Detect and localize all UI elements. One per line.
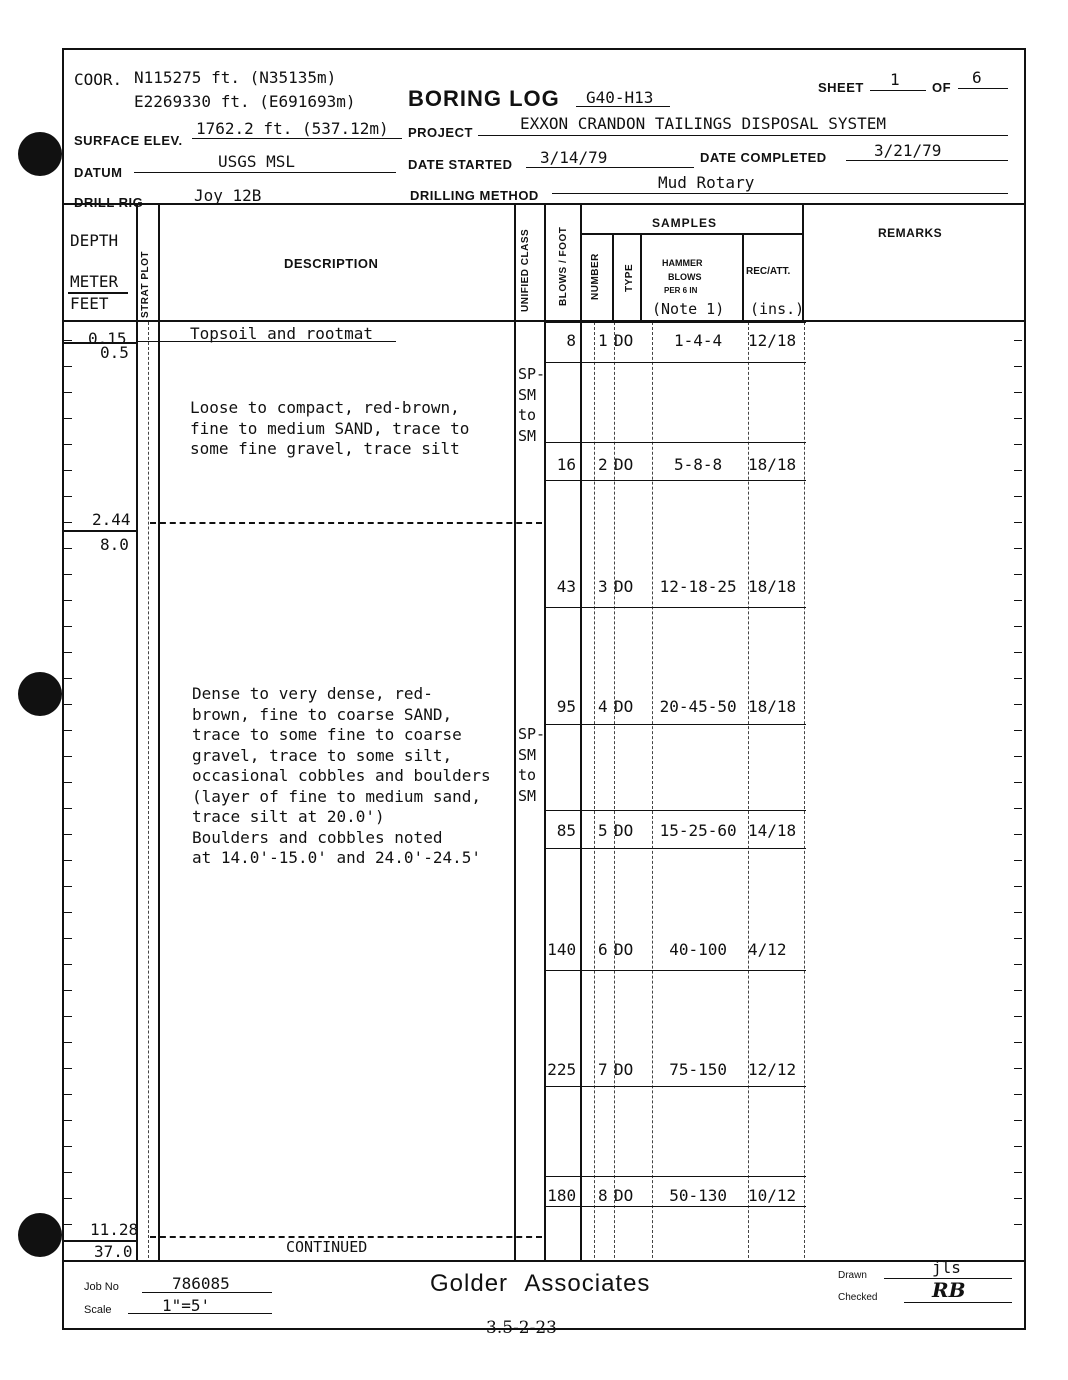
depth-tick-right (1014, 886, 1022, 887)
datum-value: USGS MSL (218, 152, 296, 171)
col-type: TYPE (624, 263, 635, 292)
drill-rig-label: DRILL RIG (74, 195, 144, 210)
depth-mark-line-1 (62, 342, 136, 344)
job-no-label: Job No (84, 1281, 119, 1293)
checked-by-signature: RB (932, 1278, 966, 1302)
depth-tick-left (64, 886, 72, 887)
sample-hammer: 40-100 (669, 940, 727, 959)
depth-tick-right (1014, 860, 1022, 861)
sample-hammer: 20-45-50 (659, 697, 737, 716)
date-started-underline (526, 167, 694, 168)
sample-row-divider (544, 480, 806, 481)
sample-type: DO (614, 577, 634, 596)
depth-tick-left (64, 418, 72, 419)
stratum-1-description: Topsoil and rootmat (190, 324, 374, 343)
company-name: Golder Associates (430, 1270, 651, 1297)
sample-number: 4 (598, 697, 608, 716)
datum-label: DATUM (74, 165, 123, 180)
sample-type: DO (614, 1186, 634, 1205)
col-blows-per-foot: BLOWS / FOOT (558, 226, 569, 306)
col-rec-units: (ins.) (750, 300, 805, 318)
sample-rec: 4/12 (748, 940, 787, 959)
depth-tick-left (64, 366, 72, 367)
sample-type: DO (614, 697, 634, 716)
sample-rec: 12/12 (748, 1060, 797, 1079)
sheet-number-underline (870, 90, 926, 91)
sample-blows: 85 (556, 821, 577, 840)
of-label: OF (932, 80, 952, 95)
date-started: 3/14/79 (540, 148, 608, 167)
depth-tick-left (64, 1120, 72, 1121)
depth-tick-left (64, 834, 72, 835)
job-no-underline (142, 1292, 272, 1293)
depth-tick-right (1014, 418, 1022, 419)
date-completed: 3/21/79 (874, 141, 942, 160)
depth-tick-right (1014, 1094, 1022, 1095)
sample-row-divider (544, 322, 806, 323)
stratum-3-class: SP- SM to SM (518, 725, 546, 805)
sample-type: DO (614, 455, 634, 474)
sheet-number: 1 (890, 70, 900, 89)
depth-tick-right (1014, 1172, 1022, 1173)
depth-meter-1: 0.15 (88, 329, 127, 348)
depth-tick-left (64, 1068, 72, 1069)
col-depth: DEPTH (70, 231, 119, 250)
boring-id: G40-H13 (586, 88, 654, 107)
depth-tick-left (64, 756, 72, 757)
depth-tick-left (64, 808, 72, 809)
depth-tick-left (64, 782, 72, 783)
depth-tick-left (64, 496, 72, 497)
samples-subheader-line (580, 233, 802, 235)
stratum-2-boundary (150, 522, 542, 524)
sample-blows: 16 (556, 455, 577, 474)
sample-blows: 140 (547, 940, 577, 959)
coor-east: E2269330 ft. (E691693m) (134, 92, 356, 111)
depth-tick-left (64, 626, 72, 627)
sample-hammer: 5-8-8 (674, 455, 723, 474)
col-rec-att: REC/ATT. (746, 266, 791, 277)
sample-row-divider (544, 442, 806, 443)
sample-number: 8 (598, 1186, 608, 1205)
depth-mark-line-2 (62, 530, 136, 532)
depth-tick-right (1014, 990, 1022, 991)
depth-tick-left (64, 340, 72, 341)
boring-id-underline (576, 106, 670, 107)
depth-tick-right (1014, 470, 1022, 471)
sample-blows: 225 (547, 1060, 577, 1079)
depth-tick-right (1014, 652, 1022, 653)
depth-tick-right (1014, 834, 1022, 835)
sample-hammer: 75-150 (669, 1060, 727, 1079)
depth-tick-right (1014, 678, 1022, 679)
sample-hammer: 50-130 (669, 1186, 727, 1205)
sample-row-divider (544, 724, 806, 725)
depth-tick-right (1014, 756, 1022, 757)
scale-underline (128, 1313, 272, 1314)
date-completed-label: DATE COMPLETED (700, 150, 827, 165)
scale-label: Scale (84, 1304, 112, 1316)
depth-tick-right (1014, 1120, 1022, 1121)
sample-rec: 14/18 (748, 821, 797, 840)
page-reference: 3.5-2-23 (486, 1318, 557, 1338)
depth-tick-left (64, 1016, 72, 1017)
depth-tick-left (64, 1172, 72, 1173)
sheet-total: 6 (972, 68, 982, 87)
depth-tick-left (64, 1198, 72, 1199)
sample-rec: 18/18 (748, 455, 797, 474)
col-hammer-note: (Note 1) (652, 300, 725, 318)
binder-hole-middle (18, 672, 62, 716)
depth-feet-2: 8.0 (100, 535, 129, 554)
binder-hole-top (18, 132, 62, 176)
sample-blows: 95 (556, 697, 577, 716)
hammer-right-line (742, 234, 744, 320)
sample-row-divider (544, 362, 806, 363)
surface-elev: 1762.2 ft. (537.12m) (196, 119, 389, 138)
sample-number: 7 (598, 1060, 608, 1079)
sample-row-divider (544, 1206, 806, 1207)
drilling-method-underline (552, 193, 1008, 194)
depth-tick-left (64, 522, 72, 523)
date-started-label: DATE STARTED (408, 157, 513, 172)
sample-number: 1 (598, 331, 608, 350)
depth-tick-right (1014, 808, 1022, 809)
stratum-3-description: Dense to very dense, red- brown, fine to coarse SAND, trace to some fine to coarse gravel, trace to some silt, occasional cobbles and boulders (layer of fine to medium sand, trace silt at 20.0') Boulders and cobbles noted at 14.0'-15.0' and 24.0'-24.5' (192, 684, 491, 867)
drilling-method: Mud Rotary (658, 173, 755, 192)
continued-label: CONTINUED (286, 1238, 368, 1256)
strat-column-line (158, 203, 160, 1261)
samples-right-line (802, 203, 804, 321)
depth-tick-left (64, 1146, 72, 1147)
depth-tick-right (1014, 366, 1022, 367)
job-no: 786085 (172, 1274, 230, 1293)
sample-row-divider (544, 810, 806, 811)
sample-hammer: 15-25-60 (659, 821, 737, 840)
depth-tick-left (64, 1094, 72, 1095)
sample-rec: 18/18 (748, 697, 797, 716)
depth-tick-right (1014, 1146, 1022, 1147)
depth-tick-right (1014, 1068, 1022, 1069)
coor-label: COOR. (74, 70, 123, 89)
depth-tick-right (1014, 1224, 1022, 1225)
depth-tick-right (1014, 1198, 1022, 1199)
depth-mark-line-3 (62, 1240, 136, 1242)
depth-tick-left (64, 964, 72, 965)
depth-tick-right (1014, 496, 1022, 497)
depth-tick-left (64, 470, 72, 471)
depth-tick-left (64, 990, 72, 991)
depth-tick-left (64, 860, 72, 861)
depth-tick-right (1014, 704, 1022, 705)
coor-north: N115275 ft. (N35135m) (134, 68, 337, 87)
stratum-1-boundary (136, 341, 396, 342)
number-column-dash (594, 322, 595, 1258)
col-feet: FEET (70, 294, 109, 313)
sample-number: 3 (598, 577, 608, 596)
depth-tick-right (1014, 730, 1022, 731)
depth-tick-left (64, 652, 72, 653)
column-header-bottom (62, 320, 1024, 322)
col-samples: SAMPLES (652, 216, 718, 230)
footer-divider (62, 1260, 1024, 1262)
sample-rec: 12/18 (748, 331, 797, 350)
depth-tick-left (64, 1224, 72, 1225)
depth-tick-left (64, 600, 72, 601)
sample-blows: 8 (566, 331, 577, 350)
type-right-line (640, 234, 642, 320)
sample-number: 5 (598, 821, 608, 840)
col-meter: METER (70, 272, 119, 291)
date-completed-underline (846, 160, 1008, 161)
col-unified-class: UNIFIED CLASS (520, 228, 531, 312)
stratum-2-description: Loose to compact, red-brown, fine to medium SAND, trace to some fine gravel, trace silt (190, 398, 470, 458)
sample-blows: 43 (556, 577, 577, 596)
col-hammer-2: BLOWS (668, 272, 702, 282)
depth-meter-2: 2.44 (92, 510, 131, 529)
depth-tick-right (1014, 574, 1022, 575)
hammer-column-dash (652, 322, 653, 1258)
depth-column-line (136, 203, 138, 1261)
drawn-by: jls (932, 1258, 961, 1277)
sample-row-divider (544, 607, 806, 608)
drawn-label: Drawn (838, 1270, 867, 1281)
depth-tick-right (1014, 340, 1022, 341)
depth-tick-left (64, 938, 72, 939)
depth-tick-left (64, 704, 72, 705)
depth-tick-right (1014, 444, 1022, 445)
sample-type: DO (614, 940, 634, 959)
depth-tick-right (1014, 548, 1022, 549)
depth-tick-left (64, 1042, 72, 1043)
depth-tick-left (64, 392, 72, 393)
depth-tick-right (1014, 912, 1022, 913)
sample-hammer: 1-4-4 (674, 331, 723, 350)
stratum-2-class: SP- SM to SM (518, 365, 546, 445)
sample-type: DO (614, 331, 634, 350)
checked-underline (904, 1302, 1012, 1303)
depth-tick-right (1014, 1042, 1022, 1043)
depth-tick-left (64, 912, 72, 913)
sample-type: DO (614, 821, 634, 840)
sample-row-divider (544, 970, 806, 971)
depth-tick-left (64, 730, 72, 731)
strat-plot-dash (148, 322, 149, 1258)
scale-value: 1"=5' (162, 1296, 211, 1315)
sample-number: 2 (598, 455, 608, 474)
sample-rec: 10/12 (748, 1186, 797, 1205)
checked-label: Checked (838, 1292, 878, 1303)
depth-tick-left (64, 548, 72, 549)
drill-rig: Joy 12B (194, 186, 262, 205)
depth-tick-left (64, 444, 72, 445)
col-number: NUMBER (590, 253, 601, 300)
depth-meter-3: 11.28 (90, 1220, 139, 1239)
col-remarks: REMARKS (878, 226, 943, 240)
unified-left-line (514, 203, 516, 1261)
page-title: BORING LOG (408, 86, 560, 111)
project-underline (478, 135, 1008, 136)
drilling-method-label: DRILLING METHOD (410, 188, 539, 203)
sample-blows: 180 (547, 1186, 577, 1205)
depth-tick-right (1014, 626, 1022, 627)
project-name: EXXON CRANDON TAILINGS DISPOSAL SYSTEM (520, 114, 887, 133)
sample-number: 6 (598, 940, 608, 959)
depth-tick-right (1014, 522, 1022, 523)
depth-tick-right (1014, 938, 1022, 939)
depth-tick-left (64, 678, 72, 679)
surface-elev-label: SURFACE ELEV. (74, 133, 183, 148)
sheet-label: SHEET (818, 80, 864, 95)
depth-tick-right (1014, 1016, 1022, 1017)
sample-row-divider (544, 848, 806, 849)
depth-tick-left (64, 574, 72, 575)
sample-rec: 18/18 (748, 577, 797, 596)
sample-type: DO (614, 1060, 634, 1079)
col-description: DESCRIPTION (284, 256, 379, 271)
sample-row-divider (544, 1176, 806, 1177)
binder-hole-bottom (18, 1213, 62, 1257)
depth-feet-3: 37.0 (94, 1242, 133, 1261)
sample-hammer: 12-18-25 (659, 577, 737, 596)
surface-elev-underline (192, 138, 402, 139)
col-hammer-1: HAMMER (662, 258, 703, 268)
header-divider (62, 203, 1024, 205)
depth-tick-right (1014, 600, 1022, 601)
datum-underline (134, 172, 396, 173)
depth-tick-right (1014, 392, 1022, 393)
sample-right-dash (804, 322, 805, 1258)
number-right-line (612, 234, 614, 320)
project-label: PROJECT (408, 125, 473, 140)
depth-tick-right (1014, 782, 1022, 783)
depth-feet-1: 0.5 (100, 343, 129, 362)
col-hammer-3: PER 6 IN (664, 286, 698, 295)
sample-row-divider (544, 1086, 806, 1087)
depth-tick-right (1014, 964, 1022, 965)
col-strat-plot: STRAT PLOT (140, 250, 151, 318)
sheet-total-underline (958, 88, 1008, 89)
